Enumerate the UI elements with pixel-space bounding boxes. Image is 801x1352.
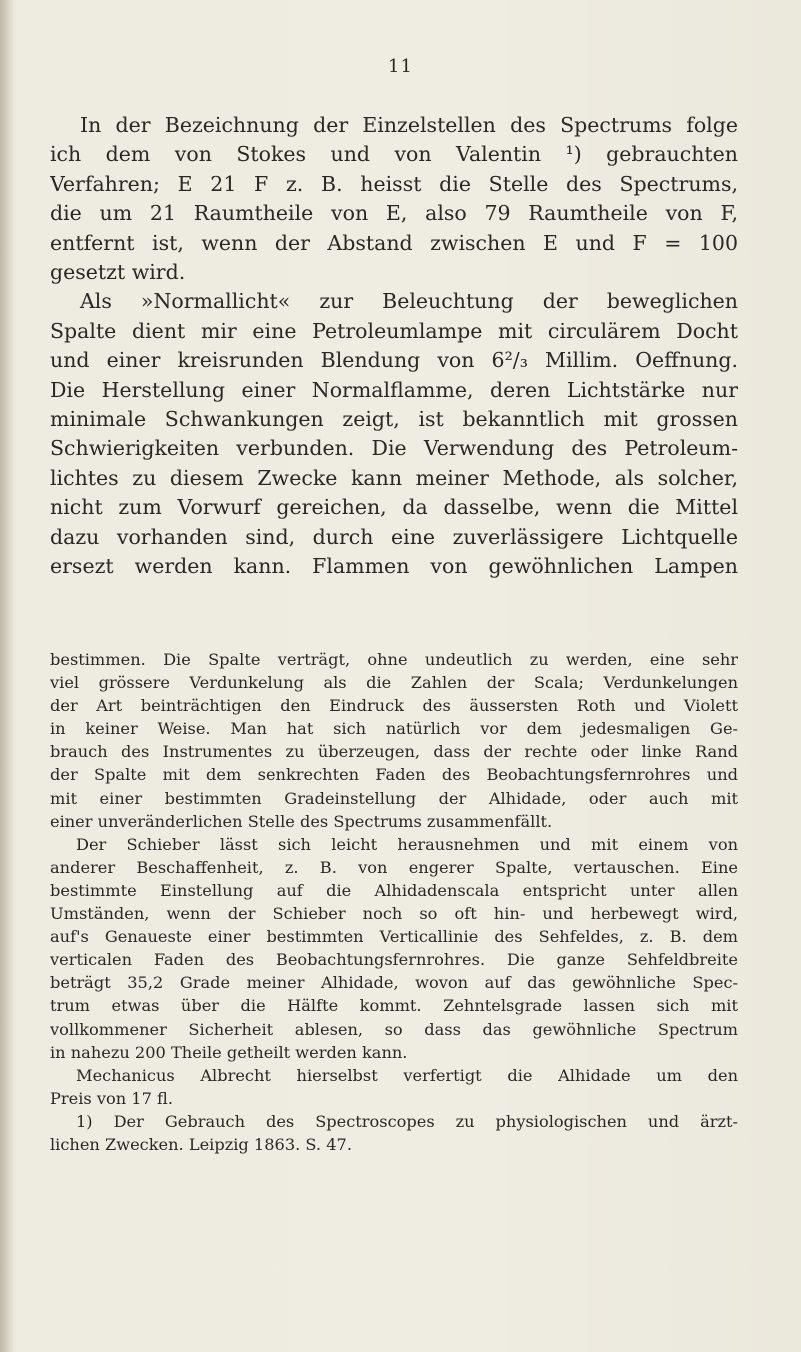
small-text-line: mit einer bestimmten Gradeinstellung der Alhidade, oder auch mit (50, 788, 738, 808)
text-line: gesetzt wird. (50, 260, 186, 285)
text-line: nicht zum Vorwurf gereichen, da dasselbe, wenn die Mittel (50, 495, 738, 520)
small-text-line: in keiner Weise. Man hat sich natürlich vor dem jedesmaligen Ge- (50, 719, 738, 739)
text-line: ersezt werden kann. Flammen von gewöhnlichen Lampen (50, 554, 738, 579)
text-line: Als »Normallicht« zur Beleuchtung der beweglichen (80, 289, 738, 314)
small-text-line: anderer Beschaffenheit, z. B. von engerer Spalte, vertauschen. Eine (50, 857, 738, 877)
small-text-line: bestimmen. Die Spalte verträgt, ohne undeutlich zu werden, eine sehr (50, 650, 738, 669)
footnote-line: lichen Zwecken. Leipzig 1863. S. 47. (50, 1134, 352, 1154)
small-text-line: vollkommener Sicherheit ablesen, so dass das gewöhnliche Spectrum (50, 1019, 738, 1039)
small-text-line: Umständen, wenn der Schieber noch so oft hin- und herbewegt wird, (50, 904, 738, 924)
small-text-line: beträgt 35,2 Grade meiner Alhidade, wovon auf das gewöhnliche Spec- (50, 973, 738, 993)
text-line: die um 21 Raumtheile von E, also 79 Raumtheile von F, (50, 201, 738, 226)
small-text-line: einer unveränderlichen Stelle des Spectrums zusammenfällt. (50, 811, 553, 831)
small-text-line: bestimmte Einstellung auf die Alhidadenscala entspricht unter allen (50, 880, 738, 900)
binding-shadow (0, 0, 14, 1352)
small-text-line: in nahezu 200 Theile getheilt werden kann. (50, 1042, 408, 1062)
text-line: ich dem von Stokes und von Valentin ¹) gebrauchten (50, 142, 738, 167)
footnote-line: 1) Der Gebrauch des Spectroscopes zu physiologischen und ärzt- (76, 1111, 738, 1131)
text-line: Spalte dient mir eine Petroleumlampe mit circulärem Docht (50, 318, 738, 343)
small-text-line: viel grössere Verdunkelung als die Zahlen der Scala; Verdunkelungen (50, 673, 738, 693)
text-line: Schwierigkeiten verbunden. Die Verwendung des Petroleum- (50, 436, 738, 461)
small-print-text (50, 648, 738, 1156)
small-text-line: Der Schieber lässt sich leicht herausnehmen und mit einem von (76, 834, 738, 854)
text-line: lichtes zu diesem Zwecke kann meiner Methode, als solcher, (50, 465, 738, 490)
small-text-line: Mechanicus Albrecht hierselbst verfertigt die Alhidade um den (76, 1065, 738, 1085)
small-text-line: Preis von 17 fl. (50, 1088, 173, 1108)
small-text-line: auf's Genaueste einer bestimmten Verticallinie des Sehfeldes, z. B. dem (50, 927, 738, 947)
small-text-line: der Art beinträchtigen den Eindruck des äussersten Roth und Violett (50, 696, 738, 716)
small-text-line: trum etwas über die Hälfte kommt. Zehntelsgrade lassen sich mit (50, 996, 738, 1016)
main-body-text (50, 111, 738, 582)
text-line: dazu vorhanden sind, durch eine zuverlässigere Lichtquelle (50, 524, 738, 549)
text-line: Die Herstellung einer Normalflamme, deren Lichtstärke nur (50, 377, 738, 402)
page-number: 11 (388, 56, 413, 77)
small-text-line: brauch des Instrumentes zu überzeugen, dass der rechte oder linke Rand (50, 742, 738, 762)
text-line: minimale Schwankungen zeigt, ist bekanntlich mit grossen (50, 407, 738, 432)
text-line: entfernt ist, wenn der Abstand zwischen E und F = 100 (50, 230, 738, 255)
small-text-line: der Spalte mit dem senkrechten Faden des Beobachtungsfernrohres und (50, 765, 738, 785)
text-line: und einer kreisrunden Blendung von 6²/₃ Millim. Oeffnung. (50, 348, 738, 373)
text-line: Verfahren; E 21 F z. B. heisst die Stelle des Spectrums, (50, 171, 738, 196)
small-text-line: verticalen Faden des Beobachtungsfernrohres. Die ganze Sehfeldbreite (50, 950, 738, 970)
text-line: In der Bezeichnung der Einzelstellen des Spectrums folge (80, 113, 738, 137)
